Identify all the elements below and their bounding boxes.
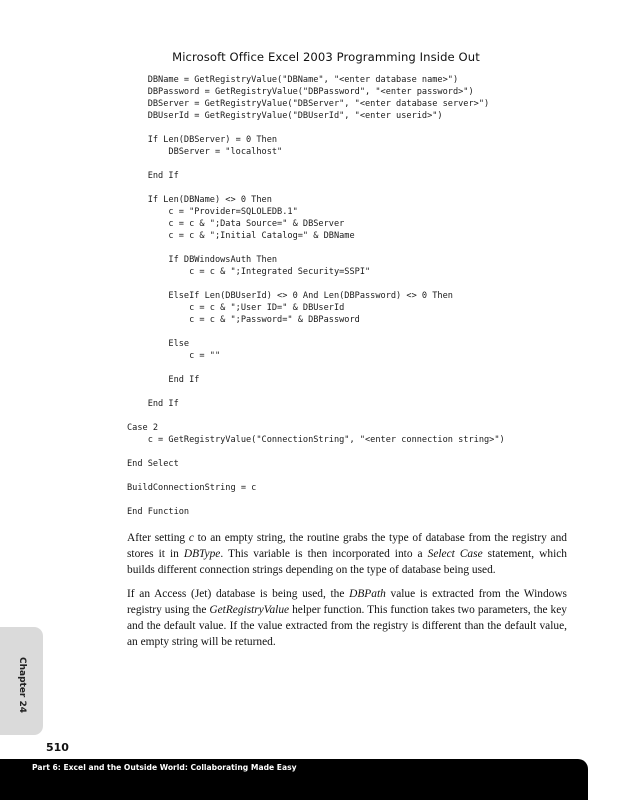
code-line — [127, 470, 505, 482]
text-run: After setting — [127, 532, 189, 544]
code-line: c = c & ";Password=" & DBPassword — [127, 315, 360, 325]
code-line: End Select — [127, 459, 179, 469]
code-line: If Len(DBServer) = 0 Then — [127, 135, 278, 145]
code-line: DBServer = GetRegistryValue("DBServer", "<enter database server>") — [127, 99, 490, 109]
code-line: End Function — [127, 507, 190, 517]
text-run: helper function. This function takes two parameters, the key and the default value. If the value extracted from the registry is different than the default value, an empty string will be returned. — [127, 604, 568, 648]
chapter-tab-label: Chapter 24 — [17, 657, 27, 714]
code-line: c = c & ";Data Source=" & DBServer — [127, 219, 345, 229]
code-line — [127, 158, 505, 170]
code-line: End If — [127, 375, 200, 385]
page-number: 510 — [46, 741, 69, 754]
code-line: c = "Provider=SQLOLEDB.1" — [127, 207, 298, 217]
text-run: to an empty string, the routine grabs the type of database from the registry and stores it in — [127, 532, 568, 560]
code-line: c = c & ";Initial Catalog=" & DBName — [127, 231, 355, 241]
italic-term: Select Case — [427, 548, 483, 560]
text-run: value is extracted from the Windows registry using the — [127, 588, 567, 616]
code-line: DBUserId = GetRegistryValue("DBUserId", "<enter userid>") — [127, 111, 443, 121]
code-line — [127, 410, 505, 422]
italic-term: c — [188, 532, 194, 544]
code-line: DBPassword = GetRegistryValue("DBPassword", "<enter password>") — [127, 87, 474, 97]
text-run: If an Access (Jet) database is being used, the — [127, 588, 350, 600]
chapter-tab — [0, 627, 43, 735]
body-paragraph — [127, 586, 567, 650]
code-line: c = "" — [127, 351, 221, 361]
code-line: c = GetRegistryValue("ConnectionString", "<enter connection string>") — [127, 435, 505, 445]
code-line: c = c & ";User ID=" & DBUserId — [127, 303, 345, 313]
code-line: If DBWindowsAuth Then — [127, 255, 278, 265]
body-text — [127, 530, 567, 658]
code-line — [127, 494, 505, 506]
code-line: Case 2 — [127, 423, 159, 433]
code-line — [127, 326, 505, 338]
text-run: statement, which builds different connection strings depending on the type of database being used. — [127, 548, 568, 576]
code-line — [127, 446, 505, 458]
italic-term: GetRegistryValue — [209, 604, 290, 616]
code-line: BuildConnectionString = c — [127, 483, 257, 493]
code-line: Else — [127, 339, 190, 349]
text-run: . This variable is then incorporated into a — [220, 548, 428, 560]
code-line — [127, 362, 505, 374]
footer-part-title: Part 6: Excel and the Outside World: Collaborating Made Easy — [32, 763, 297, 772]
italic-term: DBType — [183, 548, 221, 560]
code-line: End If — [127, 399, 179, 409]
code-line: DBServer = "localhost" — [127, 147, 283, 157]
code-line — [127, 122, 505, 134]
code-line: End If — [127, 171, 179, 181]
running-header: Microsoft Office Excel 2003 Programming Inside Out — [172, 50, 480, 64]
code-line: ElseIf Len(DBUserId) <> 0 And Len(DBPassword) <> 0 Then — [127, 291, 453, 301]
code-line — [127, 278, 505, 290]
code-line: If Len(DBName) <> 0 Then — [127, 195, 272, 205]
code-line: c = c & ";Integrated Security=SSPI" — [127, 267, 371, 277]
code-line — [127, 242, 505, 254]
code-line — [127, 182, 505, 194]
italic-term: DBPath — [349, 588, 386, 600]
code-listing — [127, 74, 505, 518]
code-line: DBName = GetRegistryValue("DBName", "<enter database name>") — [127, 75, 459, 85]
code-line — [127, 386, 505, 398]
footer-bar — [0, 759, 588, 800]
body-paragraph — [127, 530, 567, 578]
